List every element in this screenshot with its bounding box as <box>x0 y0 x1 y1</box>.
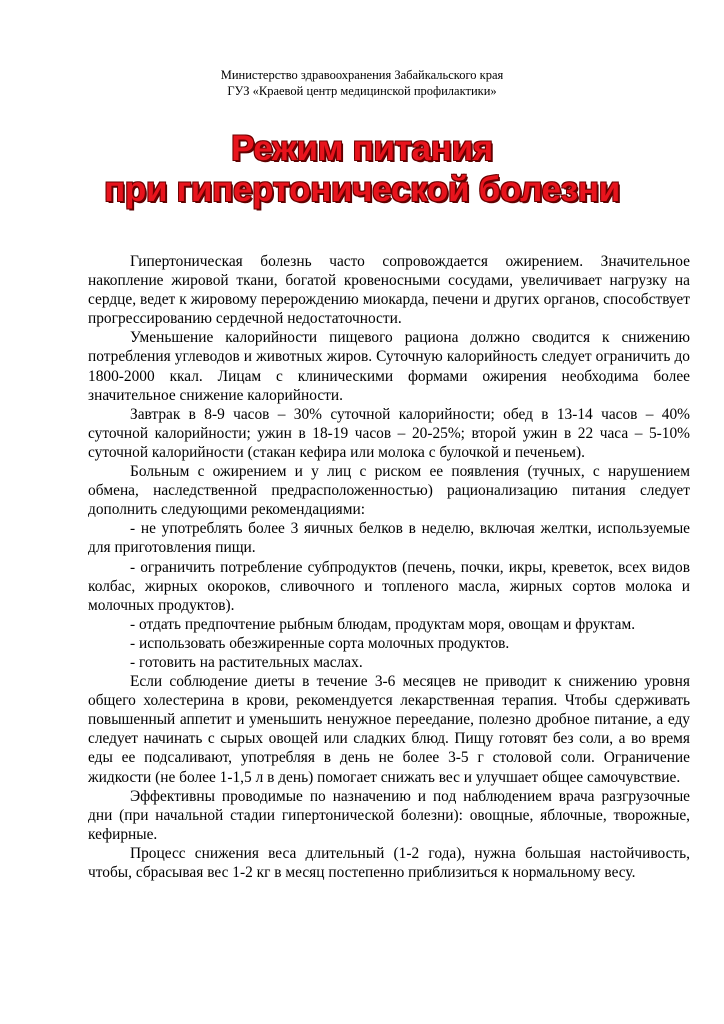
paragraph: Эффективны проводимые по назначению и под наблюдением врача разгрузочные дни (при начальной стадии гипертонической болезни): овощные, яблочные, творожные, кефирные. <box>88 787 690 843</box>
recommendation-item: - не употреблять более 3 яичных белков в неделю, включая желтки, используемые для приготовления пищи. <box>88 520 690 557</box>
title-line-2: при гипертонической болезни <box>104 170 620 209</box>
ministry-name: Министерство здравоохранения Забайкальского края <box>220 68 504 82</box>
paragraph: Завтрак в 8-9 часов – 30% суточной калорийности; обед в 13-14 часов – 40% суточной калорийности; ужин в 18-19 часов – 20-25%; второй ужин в 22 часа – 5-10% суточной калорийности (стакан кефира или молока с булочкой и печеньем). <box>88 405 690 461</box>
paragraph: Гипертоническая болезнь часто сопровождается ожирением. Значительное накопление жировой ткани, богатой кровеносными сосудами, увеличивает нагрузку на сердце, ведет к жировому перерождению миокарда, печени и других органов, способствует прогрессированию сердечной недостаточности. <box>88 253 690 328</box>
paragraph: Уменьшение калорийности пищевого рациона должно сводится к снижению потребления углеводов и животных жиров. Суточную калорийность следует ограничить до 1800-2000 ккал. Лицам с клиническими формами ожирения необходима более значительное снижение калорийности. <box>88 329 690 404</box>
recommendation-item: - ограничить потребление субпродуктов (печень, почки, икры, креветок, всех видов колбас, жирных окороков, сливочного и топленого масла, жирных сортов молока и молочных продуктов). <box>88 558 690 614</box>
document-title <box>0 128 724 210</box>
organization-name: ГУЗ «Краевой центр медицинской профилактики» <box>227 84 497 98</box>
document-header <box>0 67 724 99</box>
recommendation-item: - отдать предпочтение рыбным блюдам, продуктам моря, овощам и фруктам. <box>130 615 636 633</box>
recommendation-item: - готовить на растительных маслах. <box>130 653 363 671</box>
paragraph: Если соблюдение диеты в течение 3-6 месяцев не приводит к снижению уровня общего холестерина в крови, рекомендуется лекарственная терапия. Чтобы сдерживать повышенный аппетит и уменьшить ненужное переедание, полезно дробное питание, а еду следует начинать с сырых овощей или сладких блюд. Пищу готовят без соли, а во время еды ее подсаливают, употребляя в день не более 3-5 г столовой соли. Ограничение жидкости (не более 1-1,5 л в день) помогает снижать вес и улучшает общее самочувствие. <box>88 673 690 786</box>
paragraph: Больным с ожирением и у лиц с риском ее появления (тучных, с нарушением обмена, наследственной предрасположенностью) рационализацию питания следует дополнить следующими рекомендациями: <box>88 463 690 519</box>
document-body <box>88 252 690 882</box>
paragraph: Процесс снижения веса длительный (1-2 года), нужна большая настойчивость, чтобы, сбрасывая вес 1-2 кг в месяц постепенно приблизиться к нормальному весу. <box>88 844 690 881</box>
recommendation-item: - использовать обезжиренные сорта молочных продуктов. <box>130 634 510 652</box>
title-line-1: Режим питания <box>231 129 493 168</box>
